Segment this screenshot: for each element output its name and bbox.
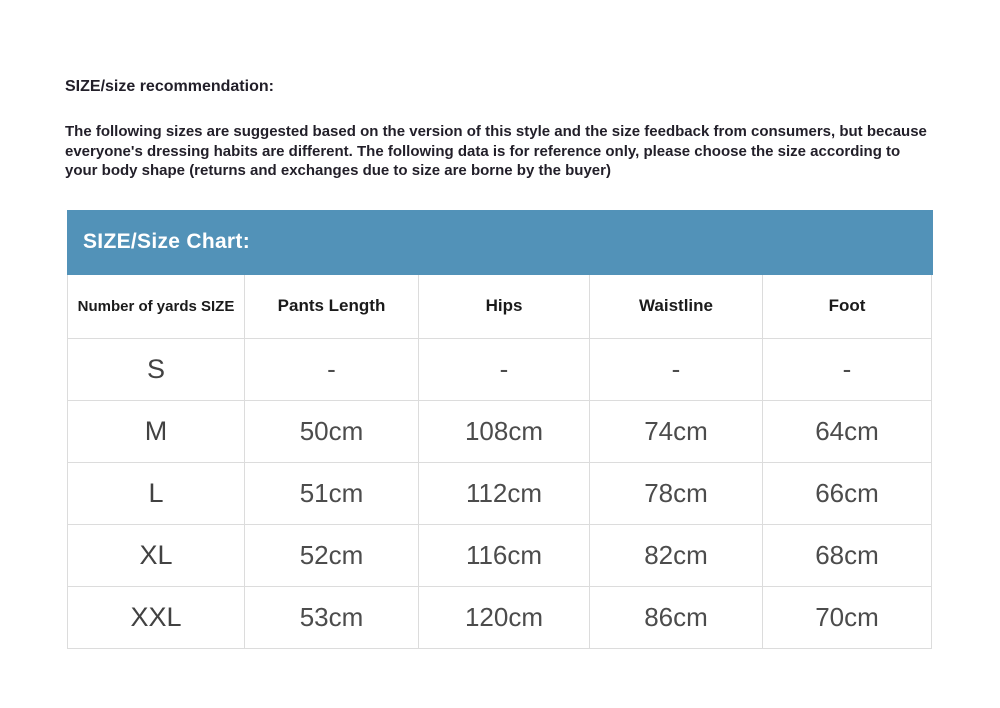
column-header-foot: Foot (763, 275, 932, 339)
hips-cell: 112cm (419, 463, 590, 525)
waistline-cell: 82cm (590, 525, 763, 587)
size-cell: XXL (68, 587, 245, 649)
foot-cell: 64cm (763, 401, 932, 463)
foot-cell: 68cm (763, 525, 932, 587)
intro-paragraph: The following sizes are suggested based on the version of this style and the size feedback from consumers, but because everyone's dressing habits are different. The following data is for reference only, please choose the size according to your body shape (returns and exchanges due to size are borne by the buyer) (65, 123, 927, 179)
hips-cell: 116cm (419, 525, 590, 587)
waistline-cell: 86cm (590, 587, 763, 649)
size-cell: M (68, 401, 245, 463)
table-row-xxl (68, 587, 932, 649)
table-row-m (68, 401, 932, 463)
column-header-hips: Hips (419, 275, 590, 339)
pants-length-cell: 52cm (245, 525, 419, 587)
column-header-size: Number of yards SIZE (68, 275, 245, 339)
pants-length-cell: - (245, 339, 419, 401)
foot-cell: 70cm (763, 587, 932, 649)
hips-cell: 108cm (419, 401, 590, 463)
foot-cell: - (763, 339, 932, 401)
size-cell: S (68, 339, 245, 401)
size-chart-table (67, 275, 932, 650)
column-header-pants-length: Pants Length (245, 275, 419, 339)
pants-length-cell: 50cm (245, 401, 419, 463)
waistline-cell: 78cm (590, 463, 763, 525)
column-header-waistline: Waistline (590, 275, 763, 339)
size-chart-banner-title: SIZE/Size Chart: (83, 230, 250, 253)
hips-cell: - (419, 339, 590, 401)
pants-length-cell: 51cm (245, 463, 419, 525)
table-header-row (68, 275, 932, 339)
table-row-s (68, 339, 932, 401)
size-cell: L (68, 463, 245, 525)
waistline-cell: - (590, 339, 763, 401)
size-chart-banner (67, 210, 933, 275)
hips-cell: 120cm (419, 587, 590, 649)
page-title: SIZE/size recommendation: (65, 78, 274, 95)
waistline-cell: 74cm (590, 401, 763, 463)
pants-length-cell: 53cm (245, 587, 419, 649)
table-row-xl (68, 525, 932, 587)
size-cell: XL (68, 525, 245, 587)
table-row-l (68, 463, 932, 525)
foot-cell: 66cm (763, 463, 932, 525)
